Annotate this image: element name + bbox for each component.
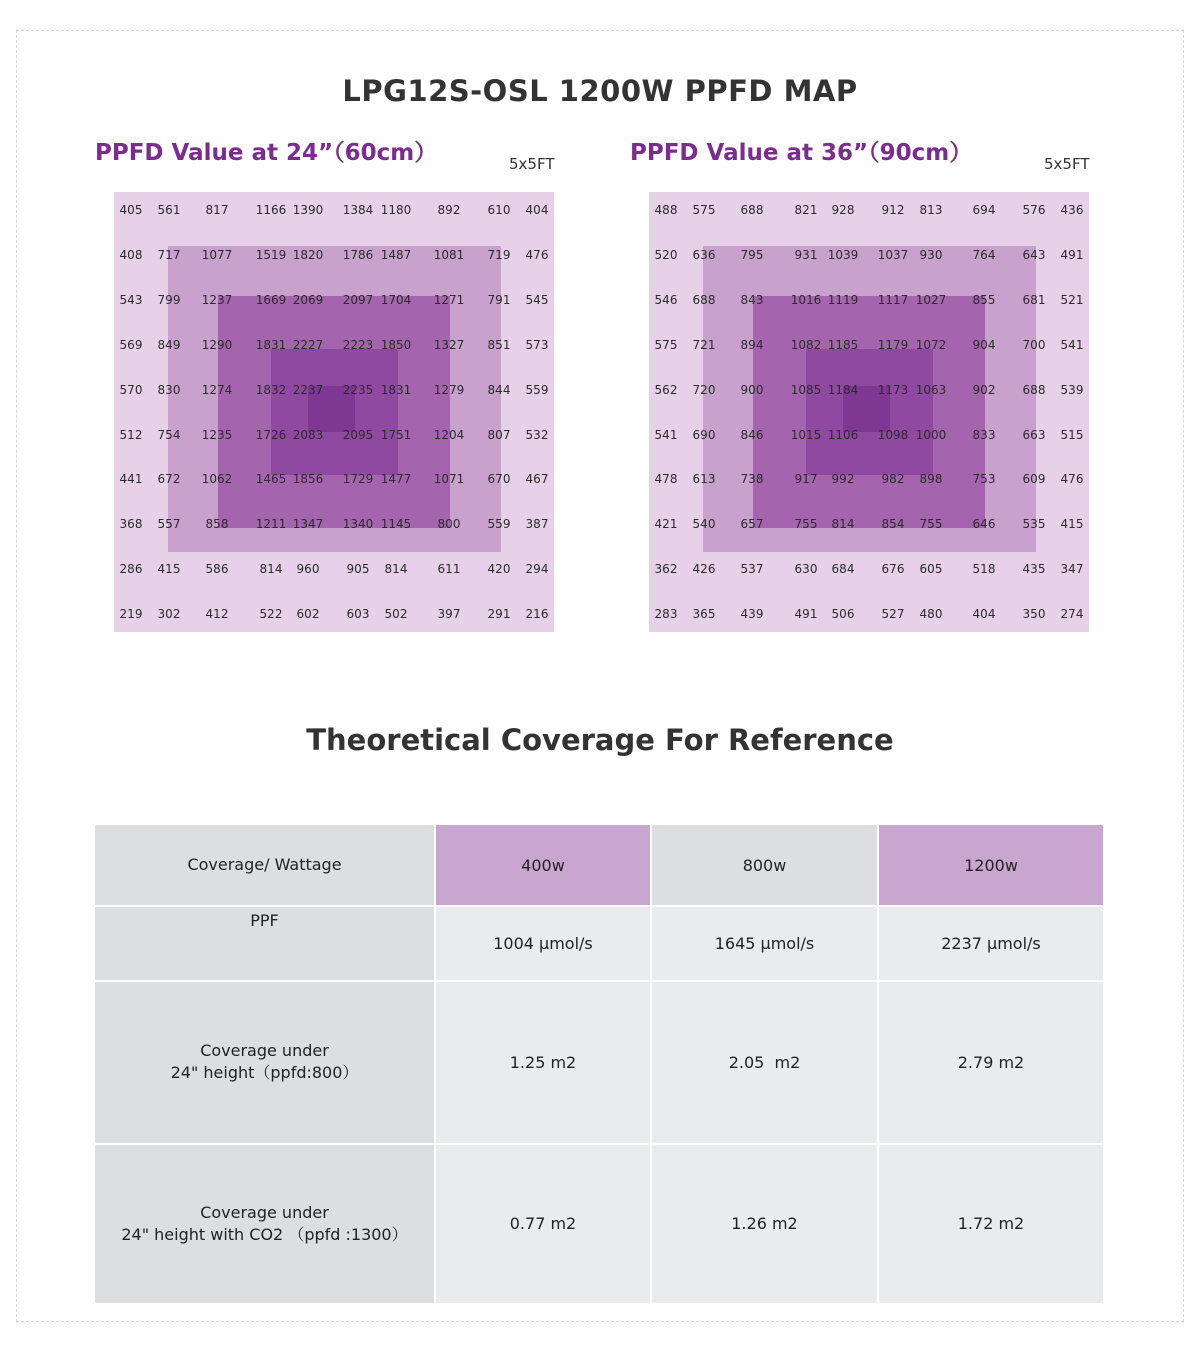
ppfd-value-label: 814 bbox=[831, 517, 855, 531]
ppfd-value-label: 1832 bbox=[255, 383, 287, 397]
ppfd-value-label: 753 bbox=[972, 472, 996, 486]
ppfd-value-label: 1729 bbox=[342, 472, 374, 486]
ppfd-value-label: 928 bbox=[831, 203, 855, 217]
ppfd-value-label: 491 bbox=[1060, 248, 1084, 262]
table-row bbox=[95, 1144, 1103, 1303]
ppfd-value-label: 605 bbox=[919, 562, 943, 576]
ppfd-value-label: 1856 bbox=[292, 472, 324, 486]
ppfd-value-label: 518 bbox=[972, 562, 996, 576]
ppfd-value-label: 930 bbox=[919, 248, 943, 262]
ppfd-value-label: 690 bbox=[692, 428, 716, 442]
heatmap-svg bbox=[649, 192, 1089, 632]
ppfd-value-label: 833 bbox=[972, 428, 996, 442]
ppfd-value-label: 347 bbox=[1060, 562, 1084, 576]
header-800w: 800w bbox=[651, 825, 878, 906]
ppfd-value-label: 738 bbox=[740, 472, 764, 486]
table-cell: 2.05 m2 bbox=[651, 981, 878, 1144]
ppfd-value-label: 855 bbox=[972, 293, 996, 307]
ppfd-value-label: 436 bbox=[1060, 203, 1084, 217]
ppfd-value-label: 1062 bbox=[201, 472, 233, 486]
ppfd-value-label: 960 bbox=[296, 562, 320, 576]
ppfd-value-label: 1106 bbox=[827, 428, 859, 442]
header-400w: 400w bbox=[435, 825, 651, 906]
ppfd-value-label: 1071 bbox=[433, 472, 465, 486]
ppfd-value-label: 302 bbox=[157, 607, 181, 621]
table-cell: 1.72 m2 bbox=[878, 1144, 1103, 1303]
ppfd-value-label: 2083 bbox=[292, 428, 324, 442]
row-label-line: 24" height（ppfd:800） bbox=[170, 1063, 359, 1083]
ppfd-value-label: 755 bbox=[794, 517, 818, 531]
ppfd-value-label: 931 bbox=[794, 248, 818, 262]
ppfd-value-label: 546 bbox=[654, 293, 678, 307]
ppfd-value-label: 830 bbox=[157, 383, 181, 397]
ppfd-value-label: 274 bbox=[1060, 607, 1084, 621]
ppfd-value-label: 291 bbox=[487, 607, 511, 621]
ppfd-value-label: 521 bbox=[1060, 293, 1084, 307]
ppfd-value-label: 286 bbox=[119, 562, 143, 576]
ppfd-value-label: 512 bbox=[119, 428, 143, 442]
ppfd-value-label: 216 bbox=[525, 607, 549, 621]
ppfd-value-label: 412 bbox=[205, 607, 229, 621]
ppfd-value-label: 1274 bbox=[201, 383, 233, 397]
table-cell: 2237 μmol/s bbox=[878, 906, 1103, 980]
header-1200w: 1200w bbox=[878, 825, 1103, 906]
table-row bbox=[95, 981, 1103, 1144]
ppfd-value-label: 755 bbox=[919, 517, 943, 531]
ppfd-value-label: 982 bbox=[881, 472, 905, 486]
ppfd-value-label: 904 bbox=[972, 338, 996, 352]
ppfd-value-label: 515 bbox=[1060, 428, 1084, 442]
ppfd-value-label: 609 bbox=[1022, 472, 1046, 486]
ppfd-value-label: 535 bbox=[1022, 517, 1046, 531]
ppfd-value-label: 478 bbox=[654, 472, 678, 486]
ppfd-value-label: 1519 bbox=[255, 248, 287, 262]
ppfd-value-label: 283 bbox=[654, 607, 678, 621]
ppfd-value-label: 657 bbox=[740, 517, 764, 531]
ppfd-value-label: 1327 bbox=[433, 338, 465, 352]
ppfd-value-label: 421 bbox=[654, 517, 678, 531]
coverage-title: Theoretical Coverage For Reference bbox=[306, 723, 894, 757]
ppfd-value-label: 1077 bbox=[201, 248, 233, 262]
ppfd-value-label: 611 bbox=[437, 562, 461, 576]
ppfd-value-label: 404 bbox=[525, 203, 549, 217]
ppfd-value-label: 541 bbox=[654, 428, 678, 442]
ppfd-value-label: 1465 bbox=[255, 472, 287, 486]
ppfd-value-label: 1237 bbox=[201, 293, 233, 307]
ppfd-value-label: 800 bbox=[437, 517, 461, 531]
ppfd-value-label: 575 bbox=[692, 203, 716, 217]
ppfd-value-label: 900 bbox=[740, 383, 764, 397]
ppfd-value-label: 408 bbox=[119, 248, 143, 262]
ppfd-value-label: 362 bbox=[654, 562, 678, 576]
map-title-36in: PPFD Value at 36”（90cm） bbox=[630, 140, 973, 166]
ppfd-value-label: 814 bbox=[259, 562, 283, 576]
row-label-line: Coverage under bbox=[200, 1041, 329, 1061]
ppfd-value-label: 688 bbox=[692, 293, 716, 307]
ppfd-value-label: 1786 bbox=[342, 248, 374, 262]
ppfd-value-label: 559 bbox=[487, 517, 511, 531]
ppfd-value-label: 646 bbox=[972, 517, 996, 531]
ppfd-value-label: 569 bbox=[119, 338, 143, 352]
ppfd-value-label: 1347 bbox=[292, 517, 324, 531]
ppfd-value-label: 684 bbox=[831, 562, 855, 576]
ppfd-value-label: 294 bbox=[525, 562, 549, 576]
ppfd-value-label: 846 bbox=[740, 428, 764, 442]
table-cell: 2.79 m2 bbox=[878, 981, 1103, 1144]
ppfd-value-label: 435 bbox=[1022, 562, 1046, 576]
table-cell: 1.26 m2 bbox=[651, 1144, 878, 1303]
row-label-coverage-24 bbox=[95, 981, 435, 1144]
ppfd-value-label: 1211 bbox=[255, 517, 287, 531]
ppfd-value-label: 476 bbox=[1060, 472, 1084, 486]
ppfd-value-label: 721 bbox=[692, 338, 716, 352]
ppfd-value-label: 807 bbox=[487, 428, 511, 442]
ppfd-value-label: 1279 bbox=[433, 383, 465, 397]
ppfd-value-label: 917 bbox=[794, 472, 818, 486]
ppfd-value-label: 491 bbox=[794, 607, 818, 621]
ppfd-value-label: 670 bbox=[487, 472, 511, 486]
ppfd-value-label: 717 bbox=[157, 248, 181, 262]
ppfd-value-label: 851 bbox=[487, 338, 511, 352]
ppfd-value-label: 1820 bbox=[292, 248, 324, 262]
ppfd-value-label: 420 bbox=[487, 562, 511, 576]
ppfd-value-label: 1340 bbox=[342, 517, 374, 531]
ppfd-value-label: 1082 bbox=[790, 338, 822, 352]
table-row bbox=[95, 906, 1103, 980]
ppfd-value-label: 1072 bbox=[915, 338, 947, 352]
ppfd-value-label: 570 bbox=[119, 383, 143, 397]
ppfd-value-label: 754 bbox=[157, 428, 181, 442]
ppfd-value-label: 1290 bbox=[201, 338, 233, 352]
ppfd-value-label: 415 bbox=[157, 562, 181, 576]
ppfd-value-label: 1669 bbox=[255, 293, 287, 307]
ppfd-value-label: 467 bbox=[525, 472, 549, 486]
ppfd-value-label: 700 bbox=[1022, 338, 1046, 352]
ppfd-value-label: 1204 bbox=[433, 428, 465, 442]
ppfd-value-label: 992 bbox=[831, 472, 855, 486]
map-size-label-36in: 5x5FT bbox=[1044, 155, 1090, 173]
ppfd-value-label: 1184 bbox=[827, 383, 859, 397]
ppfd-value-label: 368 bbox=[119, 517, 143, 531]
ppfd-value-label: 1831 bbox=[380, 383, 412, 397]
row-label-line: 24" height with CO2 （ppfd :1300） bbox=[121, 1224, 408, 1244]
ppfd-value-label: 602 bbox=[296, 607, 320, 621]
map-size-label-24in: 5x5FT bbox=[509, 155, 555, 173]
ppfd-value-label: 439 bbox=[740, 607, 764, 621]
ppfd-value-label: 613 bbox=[692, 472, 716, 486]
ppfd-map-36in bbox=[649, 192, 1089, 632]
ppfd-value-label: 854 bbox=[881, 517, 905, 531]
ppfd-value-label: 694 bbox=[972, 203, 996, 217]
map-title-24in: PPFD Value at 24”（60cm） bbox=[95, 140, 438, 166]
ppfd-value-label: 898 bbox=[919, 472, 943, 486]
ppfd-value-label: 799 bbox=[157, 293, 181, 307]
ppfd-value-label: 522 bbox=[259, 607, 283, 621]
ppfd-value-label: 1016 bbox=[790, 293, 822, 307]
ppfd-value-label: 1039 bbox=[827, 248, 859, 262]
ppfd-value-label: 902 bbox=[972, 383, 996, 397]
ppfd-value-label: 894 bbox=[740, 338, 764, 352]
ppfd-value-label: 441 bbox=[119, 472, 143, 486]
ppfd-value-label: 813 bbox=[919, 203, 943, 217]
ppfd-value-label: 540 bbox=[692, 517, 716, 531]
ppfd-value-label: 1179 bbox=[877, 338, 909, 352]
ppfd-value-label: 892 bbox=[437, 203, 461, 217]
header-label-cell bbox=[95, 825, 435, 906]
ppfd-value-label: 404 bbox=[972, 607, 996, 621]
ppfd-value-label: 1850 bbox=[380, 338, 412, 352]
ppfd-value-label: 2069 bbox=[292, 293, 324, 307]
ppfd-value-label: 719 bbox=[487, 248, 511, 262]
ppfd-value-label: 1751 bbox=[380, 428, 412, 442]
ppfd-value-label: 844 bbox=[487, 383, 511, 397]
ppfd-value-label: 817 bbox=[205, 203, 229, 217]
ppfd-value-label: 672 bbox=[157, 472, 181, 486]
ppfd-value-label: 1726 bbox=[255, 428, 287, 442]
ppfd-value-label: 502 bbox=[384, 607, 408, 621]
ppfd-value-label: 1477 bbox=[380, 472, 412, 486]
ppfd-value-label: 573 bbox=[525, 338, 549, 352]
coverage-table bbox=[95, 825, 1103, 1303]
ppfd-value-label: 1384 bbox=[342, 203, 374, 217]
ppfd-value-label: 843 bbox=[740, 293, 764, 307]
ppfd-value-label: 688 bbox=[1022, 383, 1046, 397]
ppfd-map-24in bbox=[114, 192, 554, 632]
ppfd-value-label: 643 bbox=[1022, 248, 1046, 262]
ppfd-value-label: 415 bbox=[1060, 517, 1084, 531]
ppfd-value-label: 1037 bbox=[877, 248, 909, 262]
ppfd-value-label: 912 bbox=[881, 203, 905, 217]
ppfd-value-label: 764 bbox=[972, 248, 996, 262]
ppfd-value-label: 2237 bbox=[292, 383, 324, 397]
ppfd-value-label: 476 bbox=[525, 248, 549, 262]
ppfd-value-label: 1235 bbox=[201, 428, 233, 442]
ppfd-value-label: 2095 bbox=[342, 428, 374, 442]
ppfd-value-label: 1027 bbox=[915, 293, 947, 307]
ppfd-value-label: 480 bbox=[919, 607, 943, 621]
ppfd-value-label: 610 bbox=[487, 203, 511, 217]
ppfd-value-label: 1015 bbox=[790, 428, 822, 442]
ppfd-value-label: 814 bbox=[384, 562, 408, 576]
ppfd-value-label: 791 bbox=[487, 293, 511, 307]
ppfd-value-label: 795 bbox=[740, 248, 764, 262]
ppfd-value-label: 2223 bbox=[342, 338, 374, 352]
ppfd-value-label: 905 bbox=[346, 562, 370, 576]
ppfd-value-label: 562 bbox=[654, 383, 678, 397]
ppfd-value-label: 557 bbox=[157, 517, 181, 531]
ppfd-value-label: 539 bbox=[1060, 383, 1084, 397]
row-label-ppf bbox=[95, 906, 435, 980]
ppfd-value-label: 219 bbox=[119, 607, 143, 621]
ppfd-value-label: 1085 bbox=[790, 383, 822, 397]
ppfd-value-label: 688 bbox=[740, 203, 764, 217]
ppfd-value-label: 586 bbox=[205, 562, 229, 576]
table-cell: 1004 μmol/s bbox=[435, 906, 651, 980]
table-cell: 1645 μmol/s bbox=[651, 906, 878, 980]
ppfd-value-label: 1098 bbox=[877, 428, 909, 442]
ppfd-value-label: 1000 bbox=[915, 428, 947, 442]
row-label-coverage-co2 bbox=[95, 1144, 435, 1303]
ppfd-value-label: 1145 bbox=[380, 517, 412, 531]
ppfd-value-label: 1117 bbox=[877, 293, 909, 307]
ppfd-value-label: 676 bbox=[881, 562, 905, 576]
ppfd-value-label: 849 bbox=[157, 338, 181, 352]
ppfd-value-label: 821 bbox=[794, 203, 818, 217]
ppfd-value-label: 1173 bbox=[877, 383, 909, 397]
row-label-ppf-text: PPF bbox=[250, 910, 279, 930]
ppfd-value-label: 543 bbox=[119, 293, 143, 307]
ppfd-value-label: 575 bbox=[654, 338, 678, 352]
header-label: Coverage/ Wattage bbox=[187, 855, 342, 875]
ppfd-value-label: 520 bbox=[654, 248, 678, 262]
ppfd-value-label: 630 bbox=[794, 562, 818, 576]
ppfd-value-label: 1831 bbox=[255, 338, 287, 352]
ppfd-value-label: 365 bbox=[692, 607, 716, 621]
ppfd-value-label: 350 bbox=[1022, 607, 1046, 621]
ppfd-value-label: 636 bbox=[692, 248, 716, 262]
ppfd-value-label: 858 bbox=[205, 517, 229, 531]
heatmap-svg bbox=[114, 192, 554, 632]
row-label-line: Coverage under bbox=[200, 1202, 329, 1222]
ppfd-value-label: 663 bbox=[1022, 428, 1046, 442]
ppfd-value-label: 2227 bbox=[292, 338, 324, 352]
ppfd-value-label: 488 bbox=[654, 203, 678, 217]
ppfd-value-label: 405 bbox=[119, 203, 143, 217]
ppfd-value-label: 1081 bbox=[433, 248, 465, 262]
ppfd-value-label: 426 bbox=[692, 562, 716, 576]
ppfd-value-label: 1271 bbox=[433, 293, 465, 307]
ppfd-value-label: 1704 bbox=[380, 293, 412, 307]
ppfd-value-label: 545 bbox=[525, 293, 549, 307]
ppfd-value-label: 576 bbox=[1022, 203, 1046, 217]
ppfd-value-label: 532 bbox=[525, 428, 549, 442]
ppfd-value-label: 1185 bbox=[827, 338, 859, 352]
ppfd-value-label: 527 bbox=[881, 607, 905, 621]
ppfd-value-label: 506 bbox=[831, 607, 855, 621]
ppfd-value-label: 387 bbox=[525, 517, 549, 531]
ppfd-value-label: 2097 bbox=[342, 293, 374, 307]
ppfd-value-label: 1063 bbox=[915, 383, 947, 397]
ppfd-value-label: 1487 bbox=[380, 248, 412, 262]
table-cell: 1.25 m2 bbox=[435, 981, 651, 1144]
ppfd-value-label: 603 bbox=[346, 607, 370, 621]
ppfd-value-label: 1119 bbox=[827, 293, 859, 307]
ppfd-value-label: 537 bbox=[740, 562, 764, 576]
table-header-row bbox=[95, 825, 1103, 906]
ppfd-value-label: 541 bbox=[1060, 338, 1084, 352]
page-title: LPG12S-OSL 1200W PPFD MAP bbox=[342, 74, 858, 108]
ppfd-value-label: 1166 bbox=[255, 203, 287, 217]
ppfd-value-label: 561 bbox=[157, 203, 181, 217]
ppfd-value-label: 2235 bbox=[342, 383, 374, 397]
ppfd-value-label: 1180 bbox=[380, 203, 412, 217]
ppfd-value-label: 681 bbox=[1022, 293, 1046, 307]
ppfd-value-label: 1390 bbox=[292, 203, 324, 217]
ppfd-value-label: 559 bbox=[525, 383, 549, 397]
table-cell: 0.77 m2 bbox=[435, 1144, 651, 1303]
ppfd-value-label: 720 bbox=[692, 383, 716, 397]
ppfd-value-label: 397 bbox=[437, 607, 461, 621]
